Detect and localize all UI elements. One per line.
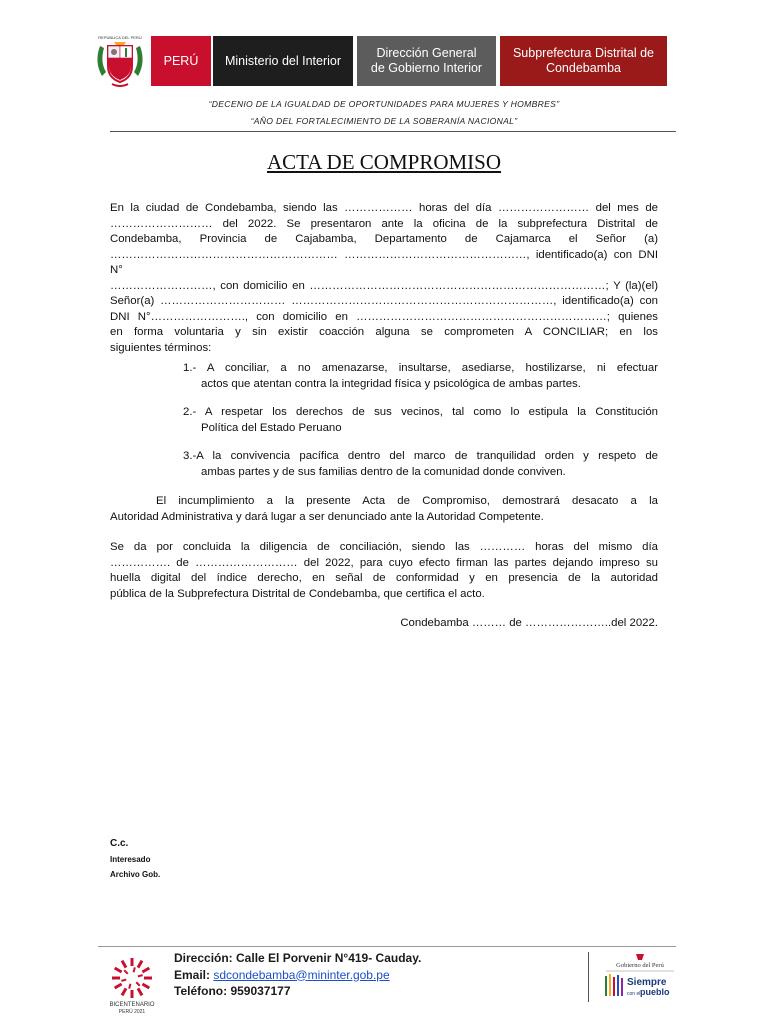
pueblo-text: pueblo — [640, 987, 670, 997]
header-subprefectura-box — [500, 36, 667, 86]
header-direccion-line2: de Gobierno Interior — [370, 61, 483, 75]
header-peru-box — [151, 36, 211, 86]
cc-archivo: Archivo Gob. — [110, 870, 161, 879]
header-direccion-box — [357, 36, 496, 86]
incumplimiento-line: Autoridad Administrativa y dará lugar a ser denunciado ante la Autoridad Competente. — [110, 510, 544, 523]
compromiso-item-1 — [183, 361, 658, 392]
intro-line: ………………………, con domicilio en ……………………………………………………………………; Y (la)(el) — [110, 279, 658, 292]
emblem-text: REPÚBLICA DEL PERÚ — [98, 35, 142, 40]
header-peru-label: PERÚ — [163, 53, 199, 68]
decenio-motto: “DECENIO DE LA IGUALDAD DE OPORTUNIDADES PARA MUJERES Y HOMBRES” — [208, 99, 560, 109]
header-subprefectura-line2: Condebamba — [545, 61, 622, 75]
cierre-line: pública de la Subprefectura Distrital de Condebamba, que certifica el acto. — [110, 587, 485, 600]
item-line: 1.- A conciliar, a no amenazarse, insultarse, asediarse, hostilizarse, ni efectuar — [183, 362, 658, 374]
header-ministerio-box — [213, 36, 353, 86]
header-divider — [110, 131, 676, 132]
intro-line: En la ciudad de Condebamba, siendo las ……………… horas del día …………………… del mes de — [110, 202, 658, 214]
siempre-text: Siempre — [627, 977, 667, 988]
header-subprefectura-line1: Subprefectura Distrital de — [512, 46, 655, 60]
gobierno-peru-logo-icon — [600, 952, 680, 1002]
intro-line: siguientes términos: — [110, 341, 212, 354]
footer-vertical-divider — [588, 952, 589, 1002]
fecha-lugar: Condebamba ……… de …………………..del 2022. — [400, 617, 658, 629]
item-line: ambas partes y de sus familias dentro de la comunidad donde conviven. — [201, 465, 566, 478]
intro-line: ……………………… del 2022. Se presentaron ante la oficina de la subprefectura Distrital de — [110, 217, 658, 230]
document-title: ACTA DE COMPROMISO — [266, 150, 502, 174]
footer-divider — [98, 946, 676, 947]
cierre-paragraph — [110, 540, 658, 602]
compromiso-item-3 — [183, 449, 658, 480]
footer-telefono: Teléfono: 959037177 — [174, 984, 291, 998]
intro-line: …………………………………………………… …………………………………………, identificado(a) con DNI N° — [110, 248, 658, 276]
cc-interesado: Interesado — [110, 855, 151, 864]
cc-label: C.c. — [110, 838, 129, 849]
intro-line: en forma voluntaria y sin existir coacción alguna se comprometen A CONCILIAR; en los — [110, 326, 658, 338]
compromiso-item-2 — [183, 405, 658, 436]
intro-paragraph — [110, 201, 658, 356]
item-line: actos que atentan contra la integridad física y psicológica de ambas partes. — [201, 377, 581, 390]
gobierno-text: Gobierno del Perú — [616, 962, 664, 969]
incumplimiento-line: El incumplimiento a la presente Acta de Compromiso, demostrará desacato a la — [156, 495, 658, 507]
intro-line: DNI N°……………………., con domicilio en …………………………………………………………; quienes — [110, 310, 658, 323]
bicentenario-text-2: PERÚ 2021 — [118, 1009, 146, 1015]
cierre-line: ……………. de ……………………… del 2022, para cuyo efecto firman las partes dejando impreso su — [110, 556, 658, 569]
header-direccion-line1: Dirección General — [376, 46, 477, 60]
footer-email-label: Email: — [174, 967, 211, 982]
header-ministerio-label: Ministerio del Interior — [224, 53, 341, 68]
national-emblem-icon — [92, 32, 148, 90]
intro-line: Señor(a) …………………………… ……………………………………………………………, identificado(a) con — [110, 295, 658, 307]
footer-email-link[interactable]: sdcondebamba@mininter.gob.pe — [213, 967, 390, 982]
bicentenario-logo-icon — [100, 952, 164, 1016]
item-line: 2.- A respetar los derechos de sus vecinos, tal como lo estipula la Constitución — [183, 406, 658, 418]
cierre-line: Se da por concluida la diligencia de conciliación, siendo las ………… horas del mismo día — [110, 541, 658, 553]
con-el-text: con el — [627, 991, 641, 997]
footer-contact — [174, 950, 421, 1000]
item-line: 3.-A la convivencia pacífica dentro del marco de tranquilidad orden y respeto de — [183, 450, 658, 462]
anio-motto: “AÑO DEL FORTALECIMIENTO DE LA SOBERANÍA NACIONAL” — [250, 116, 518, 126]
incumplimiento-paragraph — [110, 494, 658, 525]
bicentenario-text-1: BICENTENARIO — [109, 1002, 155, 1008]
footer-email-row — [174, 967, 421, 984]
intro-line: Condebamba, Provincia de Cajabamba, Departamento de Cajamarca el Señor (a) — [110, 233, 658, 245]
cierre-line: huella digital del índice derecho, en señal de conformidad y en presencia de la autoridad — [110, 572, 658, 584]
item-line: Política del Estado Peruano — [201, 421, 342, 434]
footer-direccion: Dirección: Calle El Porvenir N°419- Cauday. — [174, 951, 422, 965]
